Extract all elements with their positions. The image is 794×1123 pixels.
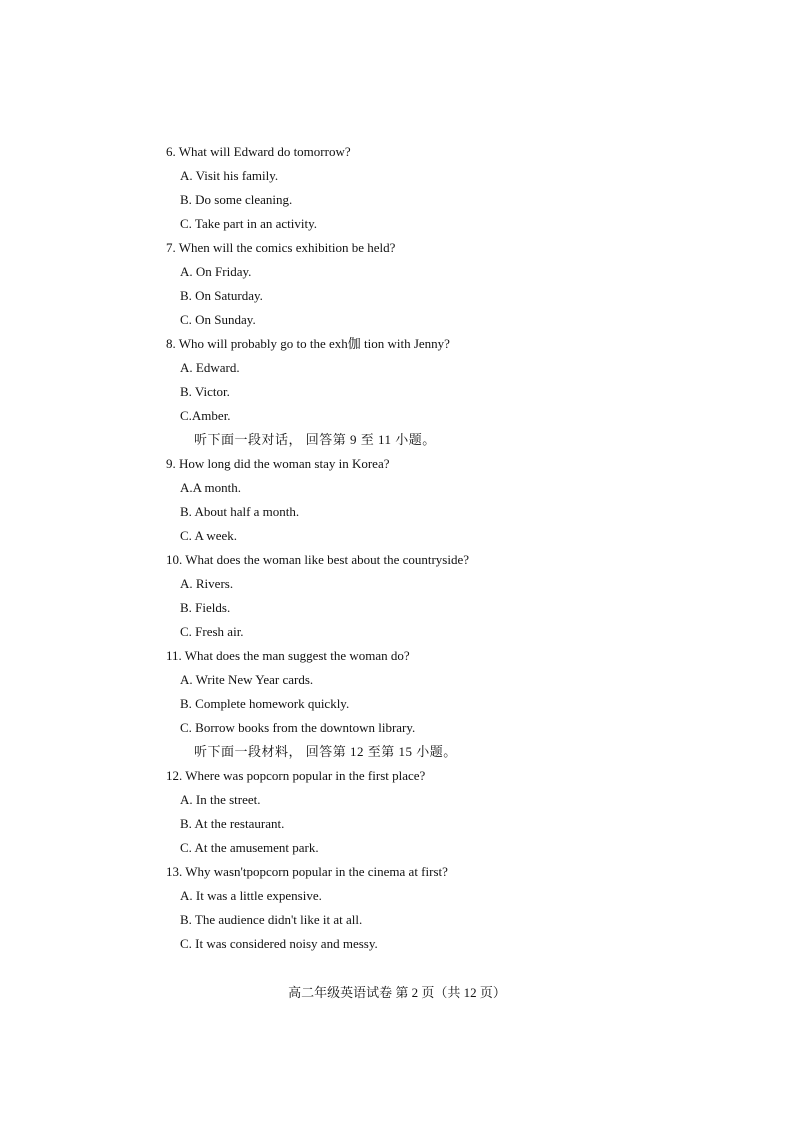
question-10-option-c: C. Fresh air. <box>180 624 244 639</box>
question-6-option-c: C. Take part in an activity. <box>180 216 317 231</box>
listening-instruction-1: 听下面一段对话， 回答第 9 至 11 小题。 <box>194 432 436 447</box>
exam-page-body <box>166 140 726 956</box>
question-12: 12. Where was popcorn popular in the first place? <box>166 768 426 783</box>
question-10-option-b: B. Fields. <box>180 600 231 615</box>
question-12-option-b: B. At the restaurant. <box>180 816 285 831</box>
question-7-option-a: A. On Friday. <box>180 264 252 279</box>
question-8-option-a: A. Edward. <box>180 360 240 375</box>
question-11-option-b: B. Complete homework quickly. <box>180 696 350 711</box>
question-6-option-a: A. Visit his family. <box>180 168 279 183</box>
question-8-option-b: B. Victor. <box>180 384 230 399</box>
question-13-option-c: C. It was considered noisy and messy. <box>180 936 378 951</box>
listening-instruction-2: 听下面一段材料， 回答第 12 至第 15 小题。 <box>194 744 457 759</box>
question-13-option-b: B. The audience didn't like it at all. <box>180 912 363 927</box>
question-9: 9. How long did the woman stay in Korea? <box>166 456 390 471</box>
question-13-option-a: A. It was a little expensive. <box>180 888 322 903</box>
question-10-option-a: A. Rivers. <box>180 576 234 591</box>
page-footer: 高二年级英语试卷 第 2 页（共 12 页） <box>288 985 506 1000</box>
question-11: 11. What does the man suggest the woman do? <box>166 648 410 663</box>
question-12-option-a: A. In the street. <box>180 792 261 807</box>
question-7-option-b: B. On Saturday. <box>180 288 263 303</box>
question-7-option-c: C. On Sunday. <box>180 312 256 327</box>
question-10: 10. What does the woman like best about the countryside? <box>166 552 470 567</box>
question-12-option-c: C. At the amusement park. <box>180 840 319 855</box>
question-7: 7. When will the comics exhibition be held? <box>166 240 396 255</box>
question-13: 13. Why wasn'tpopcorn popular in the cinema at first? <box>166 864 448 879</box>
question-6-option-b: B. Do some cleaning. <box>180 192 293 207</box>
question-8: 8. Who will probably go to the exh伽 tion with Jenny? <box>166 336 450 351</box>
question-11-option-c: C. Borrow books from the downtown library. <box>180 720 416 735</box>
question-9-option-b: B. About half a month. <box>180 504 300 519</box>
question-8-option-c: C.Amber. <box>180 408 231 423</box>
question-11-option-a: A. Write New Year cards. <box>180 672 314 687</box>
question-6: 6. What will Edward do tomorrow? <box>166 144 351 159</box>
question-9-option-a: A.A month. <box>180 480 242 495</box>
question-9-option-c: C. A week. <box>180 528 238 543</box>
